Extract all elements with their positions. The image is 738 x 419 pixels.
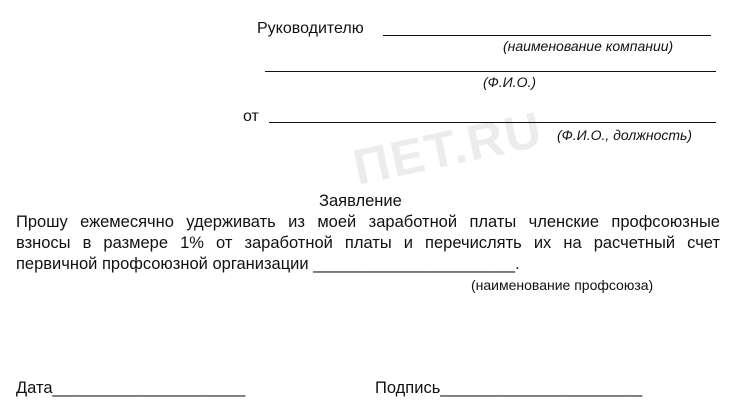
application-body: [16, 212, 720, 275]
union-name-caption: (наименование профсоюза): [471, 277, 654, 293]
body-line-1: Прошу ежемесячно удерживать из моей заработной платы членские профсоюзные: [16, 213, 720, 231]
company-name-field[interactable]: [383, 35, 711, 36]
body-line-2: взносы в размере 1% от заработной платы и перечислять их на расчетный счет: [16, 234, 720, 252]
document-title: Заявление: [319, 192, 402, 210]
from-label: от: [243, 108, 259, 125]
director-fio-caption: (Ф.И.О.): [483, 74, 537, 90]
director-fio-field[interactable]: [265, 71, 716, 72]
date-field[interactable]: Дата_____________________: [16, 379, 246, 397]
addressee-label: Руководителю: [257, 20, 364, 37]
applicant-fio-position-caption: (Ф.И.О., должность): [557, 127, 693, 143]
company-name-caption: (наименование компании): [503, 38, 674, 54]
applicant-fio-position-field[interactable]: [269, 122, 716, 123]
body-line-3: первичной профсоюзной организации ______________________.: [16, 255, 520, 273]
watermark: ПЕТ.RU: [348, 100, 548, 196]
signature-field[interactable]: Подпись______________________: [375, 379, 643, 397]
